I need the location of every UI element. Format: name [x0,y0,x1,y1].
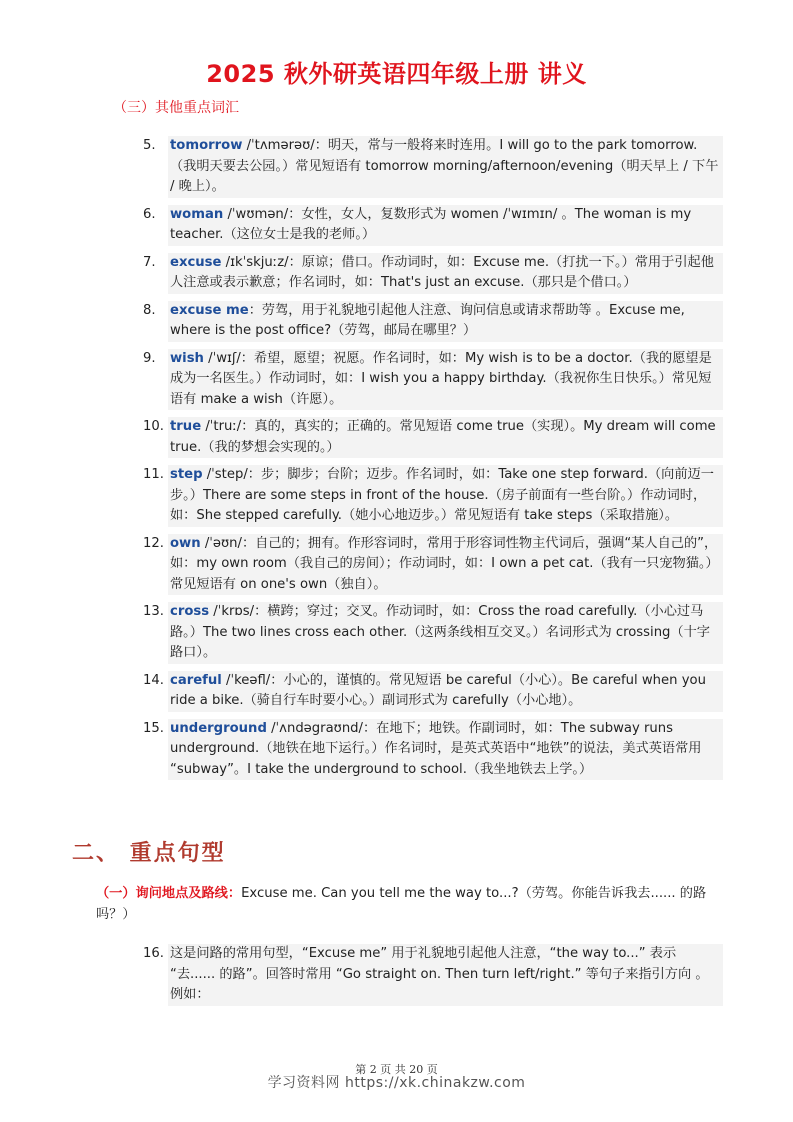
entry-number: 15. [143,720,164,736]
page-number: 第 2 页 共 20 页 [355,1063,438,1076]
vocab-entry [143,465,723,527]
entry-number: 6. [143,206,156,222]
headword: woman [170,206,224,222]
entry-text: /ˈstep/：步；脚步；台阶；迈步。作名词时，如：Take one step forward.（向前迈一步。）There are some steps in front of the house.（房子前面有一些台阶。）作动词时，如：She stepped carefully.（她小心地迈步。）常见短语有 take steps（采取措施）。 [170,467,714,523]
headword: excuse me [170,302,249,318]
vocab-entry [143,349,723,411]
entry-text: /ˈəʊn/：自己的；拥有。作形容词时，常用于形容词性物主代词后，强调“某人自己的”，如：my own room（我自己的房间）；作动词时，如：I own a pet cat.（我有一只宠物猫。）常见短语有 on one's own（独自）。 [170,535,719,592]
subheading-text: Excuse me. Can you tell me the way to...?（劳驾。你能告诉我去...... 的路吗？） [96,886,707,922]
headword: wish [170,350,204,366]
headword: careful [170,672,222,688]
section-heading: 二、 重点句型 [72,840,226,866]
entry-text: /ˈkrɒs/：横跨；穿过；交叉。作动词时，如：Cross the road carefully.（小心过马路。）The two lines cross each other.（这两条线相互交叉。）名词形式为 crossing（十字路口）。 [170,604,710,660]
entry-text: /ˈtruː/：真的，真实的；正确的。常见短语 come true（实现）。My dream will come true.（我的梦想会实现的。） [170,419,716,455]
entry-text: /ˈʌndəgraʊnd/：在地下；地铁。作副词时，如：The subway runs underground.（地铁在地下运行。）作名词时，是英式英语中“地铁”的说法，美式英语常用 “subway”。I take the underground to school.（我坐地铁去上学。） [170,720,702,777]
entry-number: 14. [143,672,164,688]
entry-number: 11. [143,467,164,482]
vocab-entry [143,719,723,781]
entry-text: /ɪkˈskjuːz/：原谅；借口。作动词时，如：Excuse me.（打扰一下。）常用于引起他人注意或表示歉意；作名词时，如：That's just an excuse.（那只是个借口。） [170,254,714,290]
headword: true [170,419,202,434]
vocab-entry [143,534,723,596]
headword: own [170,535,201,551]
entry-number: 7. [143,254,156,270]
vocab-entry [143,671,723,712]
vocab-entry [143,136,723,198]
entry-number: 5. [143,138,156,153]
section-subtitle: （三）其他重点词汇 [113,100,239,116]
vocab-list [143,136,723,787]
vocab-entry [143,602,723,664]
vocab-entry [143,253,723,294]
vocab-entry [143,205,723,246]
headword: step [170,467,203,482]
headword: excuse [170,254,222,270]
sentence-pattern-subheading [96,884,721,925]
entry-number: 8. [143,302,156,318]
entry-number: 16. [143,946,164,961]
subheading-label: （一）询问地点及路线： [96,886,242,901]
entry-text: /ˈkeəfl/：小心的，谨慎的。常见短语 be careful（小心）。Be careful when you ride a bike.（骑自行车时要小心。）副词形式为 carefully（小心地）。 [170,672,706,708]
footer-site: 学习资料网 https://xk.chinakzw.com [267,1075,526,1091]
entry-text: /ˈwɪʃ/：希望，愿望；祝愿。作名词时，如：My wish is to be a doctor.（我的愿望是成为一名医生。）作动词时，如：I wish you a happy birthday.（我祝你生日快乐。）常见短语有 make a wish（许愿）。 [170,350,712,407]
vocab-entry [143,301,723,342]
headword: tomorrow [170,138,243,153]
headword: cross [170,604,210,619]
vocab-entry [143,417,723,458]
entry-text: /ˈtʌmərəʊ/：明天，常与一般将来时连用。I will go to the park tomorrow.（我明天要去公园。）常见短语有 tomorrow morning/afternoon/evening（明天早上 / 下午 / 晚上）。 [170,138,719,194]
entry-text: 这是问路的常用句型，“Excuse me” 用于礼貌地引起他人注意，“the way to...” 表示 “去...... 的路”。回答时常用 “Go straight on. Then turn left/right.” 等句子来指引方向 。例如： [168,944,723,1006]
vocab-entry [143,944,723,1006]
entry-number: 12. [143,535,164,551]
entry-number: 9. [143,350,156,366]
entry-number: 10. [143,419,164,434]
entry-text: /ˈwʊmən/：女性，女人，复数形式为 women /ˈwɪmɪn/ 。The woman is my teacher.（这位女士是我的老师。） [170,206,692,242]
page-title: 2025 秋外研英语四年级上册 讲义 [206,60,587,88]
headword: underground [170,720,267,736]
entry-text: ：劳驾，用于礼貌地引起他人注意、询问信息或请求帮助等 。Excuse me, where is the post office?（劳驾，邮局在哪里？） [170,302,685,338]
entry-number: 13. [143,604,164,619]
